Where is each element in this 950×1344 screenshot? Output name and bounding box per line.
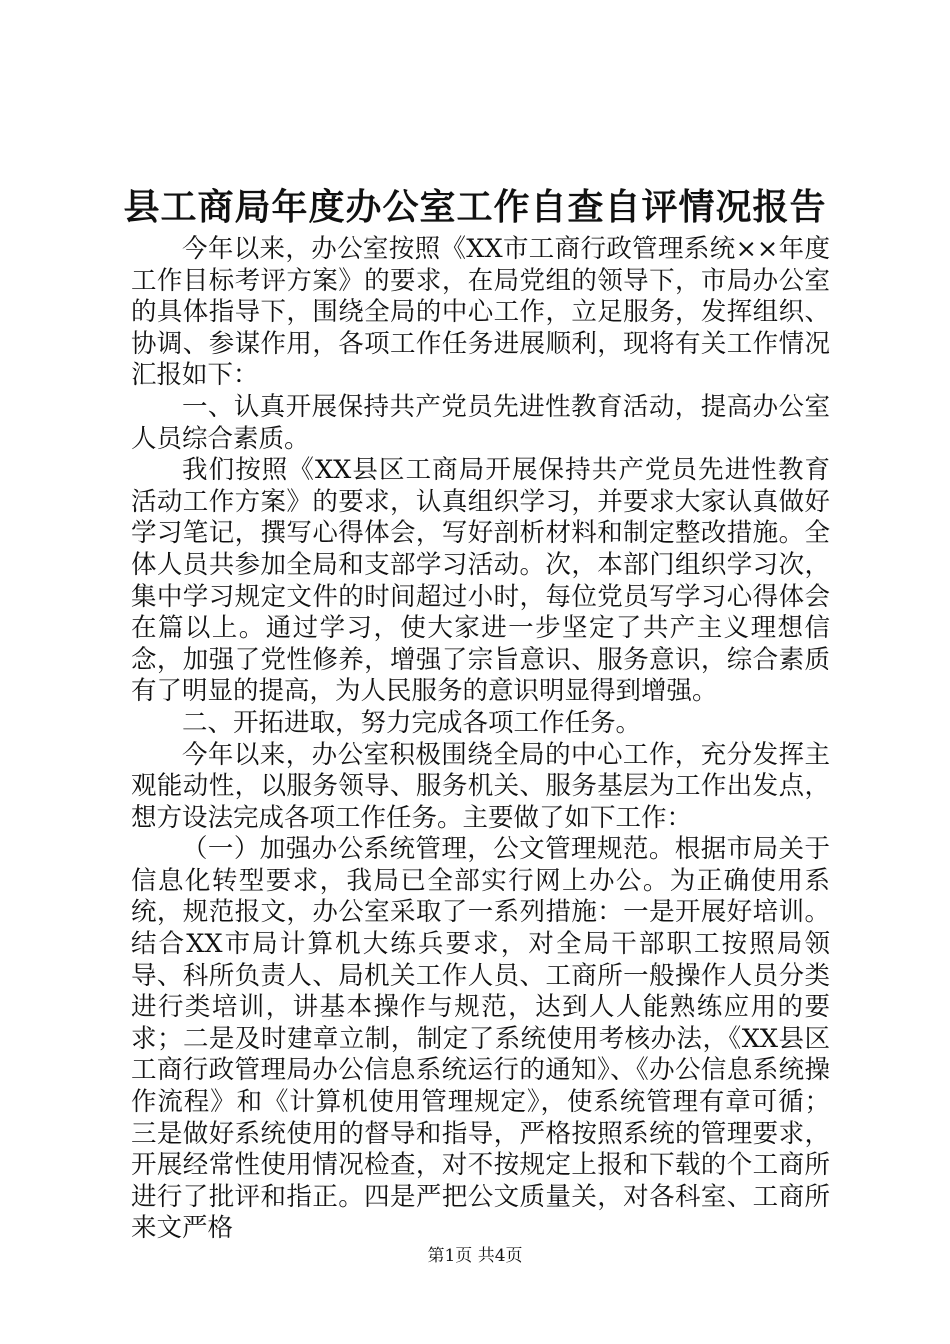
page-footer: 第1页 共4页	[427, 1246, 523, 1266]
document-title: 县工商局年度办公室工作自查自评情况报告	[123, 186, 827, 228]
paragraph-study: 我们按照《XX县区工商局开展保持共产党员先进性教育活动工作方案》的要求，认真组织学习，并要求大家认真做好学习笔记，撰写心得体会，写好剖析材料和制定整改措施。全体人员共参加全局和支部学习活动。次，本部门组织学习次，集中学习规定文件的时间超过小时，每位党员写学习心得体会在篇以上。通过学习，使大家进一步坚定了共产主义理想信念，加强了党性修养，增强了宗旨意识、服务意识，综合素质有了明显的提高，为人民服务的意识明显得到增强。	[131, 455, 830, 707]
paragraph-heading-1: 一、认真开展保持共产党员先进性教育活动，提高办公室人员综合素质。	[131, 391, 830, 454]
document-body	[131, 234, 830, 1245]
paragraph-work-summary: 今年以来，办公室积极围绕全局的中心工作，充分发挥主观能动性，以服务领导、服务机关、服务基层为工作出发点，想方设法完成各项工作任务。主要做了如下工作：	[131, 739, 830, 833]
paragraph-heading-2: 二、开拓进取，努力完成各项工作任务。	[182, 707, 642, 738]
paragraph-intro: 今年以来，办公室按照《XX市工商行政管理系统××年度工作目标考评方案》的要求，在局党组的领导下，市局办公室的具体指导下，围绕全局的中心工作，立足服务，发挥组织、协调、参谋作用，各项工作任务进展顺利，现将有关工作情况汇报如下：	[131, 234, 830, 391]
paragraph-office-system: （一）加强办公系统管理，公文管理规范。根据市局关于信息化转型要求，我局已全部实行网上办公。为正确使用系统，规范报文，办公室采取了一系列措施：一是开展好培训。结合XX市局计算机大练兵要求，对全局干部职工按照局领导、科所负责人、局机关工作人员、工商所一般操作人员分类进行类培训，讲基本操作与规范，达到人人能熟练应用的要求；二是及时建章立制，制定了系统使用考核办法，《XX县区工商行政管理局办公信息系统运行的通知》、《办公信息系统操作流程》和《计算机使用管理规定》，使系统管理有章可循；三是做好系统使用的督导和指导，严格按照系统的管理要求，开展经常性使用情况检查，对不按规定上报和下载的个工商所进行了批评和指正。四是严把公文质量关，对各科室、工商所来文严格	[131, 834, 830, 1244]
